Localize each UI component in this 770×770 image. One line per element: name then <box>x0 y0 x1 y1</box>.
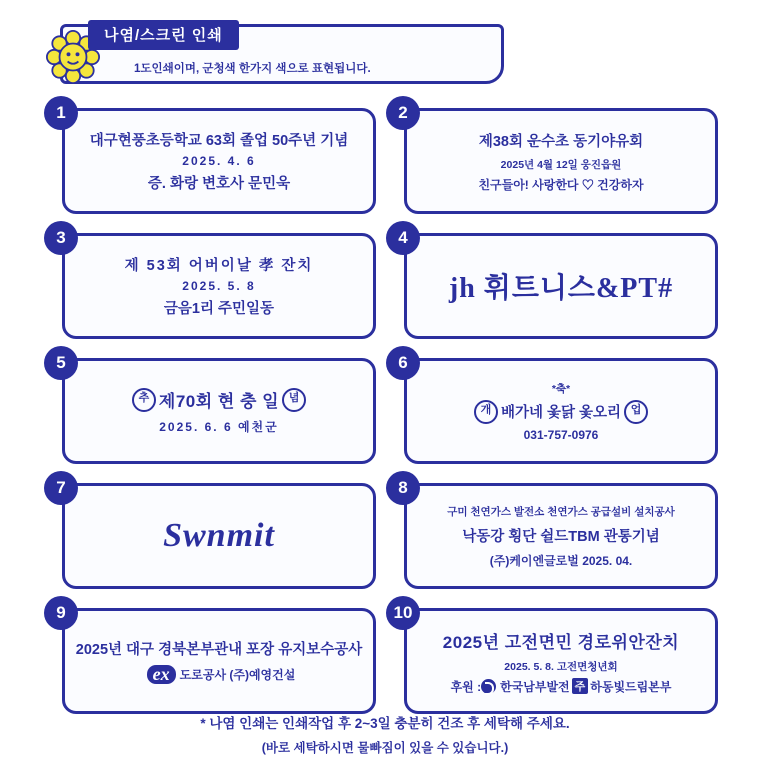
sample-cell <box>394 229 736 349</box>
sample-number: 10 <box>386 596 420 630</box>
sample-number: 8 <box>386 471 420 505</box>
sample-line: 배가네 옻닭 옻오리 <box>500 405 622 421</box>
footer-note <box>0 712 770 756</box>
sample-card-2[interactable] <box>404 108 718 214</box>
sample-card-4[interactable] <box>404 233 718 339</box>
sample-line: 제38회 운수초 동기야유회 <box>478 133 644 150</box>
sample-cell <box>52 479 394 599</box>
sample-card-1[interactable] <box>62 108 376 214</box>
sample-number: 1 <box>44 96 78 130</box>
sample-cell <box>394 479 736 599</box>
header-title: 나염/스크린 인쇄 <box>88 20 239 50</box>
stamp-seal-icon: 업 <box>624 400 648 424</box>
sample-line: 도로공사 (주)예영건설 <box>179 668 296 682</box>
sample-line: 2025년 고전면민 경로위안잔치 <box>442 632 680 652</box>
sample-card-5[interactable] <box>62 358 376 464</box>
sample-card-3[interactable] <box>62 233 376 339</box>
sample-card-8[interactable] <box>404 483 718 589</box>
sample-cell <box>52 604 394 724</box>
sample-line: 제 53회 어버이날 孝 잔치 <box>124 258 314 274</box>
sample-logo-text: jh 휘트니스&PT# <box>448 273 674 304</box>
sample-number: 5 <box>44 346 78 380</box>
expressway-badge-icon: ex <box>147 665 176 684</box>
stamp-seal-icon: 념 <box>282 388 306 412</box>
sample-card-9[interactable] <box>62 608 376 714</box>
sample-number: 7 <box>44 471 78 505</box>
samples-grid <box>52 104 720 724</box>
sample-line: 2025. 5. 8 <box>182 279 256 293</box>
stamp-seal-icon: 개 <box>474 400 498 424</box>
sample-line: 후원 : <box>450 679 482 694</box>
sample-line: *축* <box>551 382 571 395</box>
corp-mark-icon: 주 <box>572 678 589 694</box>
header-subtitle: 1도인쇄이며, 군청색 한가지 색으로 표현됩니다. <box>134 63 371 75</box>
sample-number: 9 <box>44 596 78 630</box>
sample-number: 2 <box>386 96 420 130</box>
kospo-logo-icon <box>481 679 496 694</box>
sample-line: 금음1리 주민일동 <box>163 301 275 317</box>
sample-cell <box>394 604 736 724</box>
footer-line-1: * 나염 인쇄는 인쇄작업 후 2~3일 충분히 건조 후 세탁해 주세요. <box>200 716 570 731</box>
sample-cell <box>52 354 394 474</box>
sample-number: 3 <box>44 221 78 255</box>
sample-cell <box>394 104 736 224</box>
sample-line: 2025년 4월 12일 웅진읍원 <box>500 158 622 171</box>
sample-number: 4 <box>386 221 420 255</box>
sample-cell <box>52 104 394 224</box>
sample-number: 6 <box>386 346 420 380</box>
sample-logo-text: Swnmit <box>163 517 275 554</box>
sample-line: 031-757-0976 <box>523 427 599 442</box>
sample-line: 하동빛드림본부 <box>590 679 672 694</box>
sample-line: (주)케이엔글로벌 2025. 04. <box>489 553 633 568</box>
sample-cell <box>394 354 736 474</box>
sample-line: 2025. 4. 6 <box>182 154 256 168</box>
sample-line: 증. 화랑 변호사 문민욱 <box>147 176 291 192</box>
header <box>24 24 504 84</box>
sample-line: 2025년 대구 경북본부관내 포장 유지보수공사 <box>75 642 363 658</box>
sample-line: 대구현풍초등학교 63회 졸업 50주년 기념 <box>89 133 349 149</box>
stamp-seal-icon: 추 <box>132 388 156 412</box>
sample-line: 구미 천연가스 발전소 천연가스 공급설비 설치공사 <box>447 505 675 518</box>
sample-card-6[interactable] <box>404 358 718 464</box>
sample-line: 제70회 현 충 일 <box>158 392 280 411</box>
sample-card-7[interactable] <box>62 483 376 589</box>
sample-line: 한국남부발전 <box>500 679 570 694</box>
sample-line: 2025. 6. 6 예천군 <box>159 420 279 434</box>
sample-line: 2025. 5. 8. 고전면청년회 <box>504 660 618 673</box>
sample-line: 낙동강 횡단 쉴드TBM 관통기념 <box>462 528 660 545</box>
sample-cell <box>52 229 394 349</box>
sample-line: 친구들아! 사랑한다 ♡ 건강하자 <box>478 177 644 192</box>
footer-line-2: (바로 세탁하시면 물빠짐이 있을 수 있습니다.) <box>261 741 509 755</box>
sample-card-10[interactable] <box>404 608 718 714</box>
